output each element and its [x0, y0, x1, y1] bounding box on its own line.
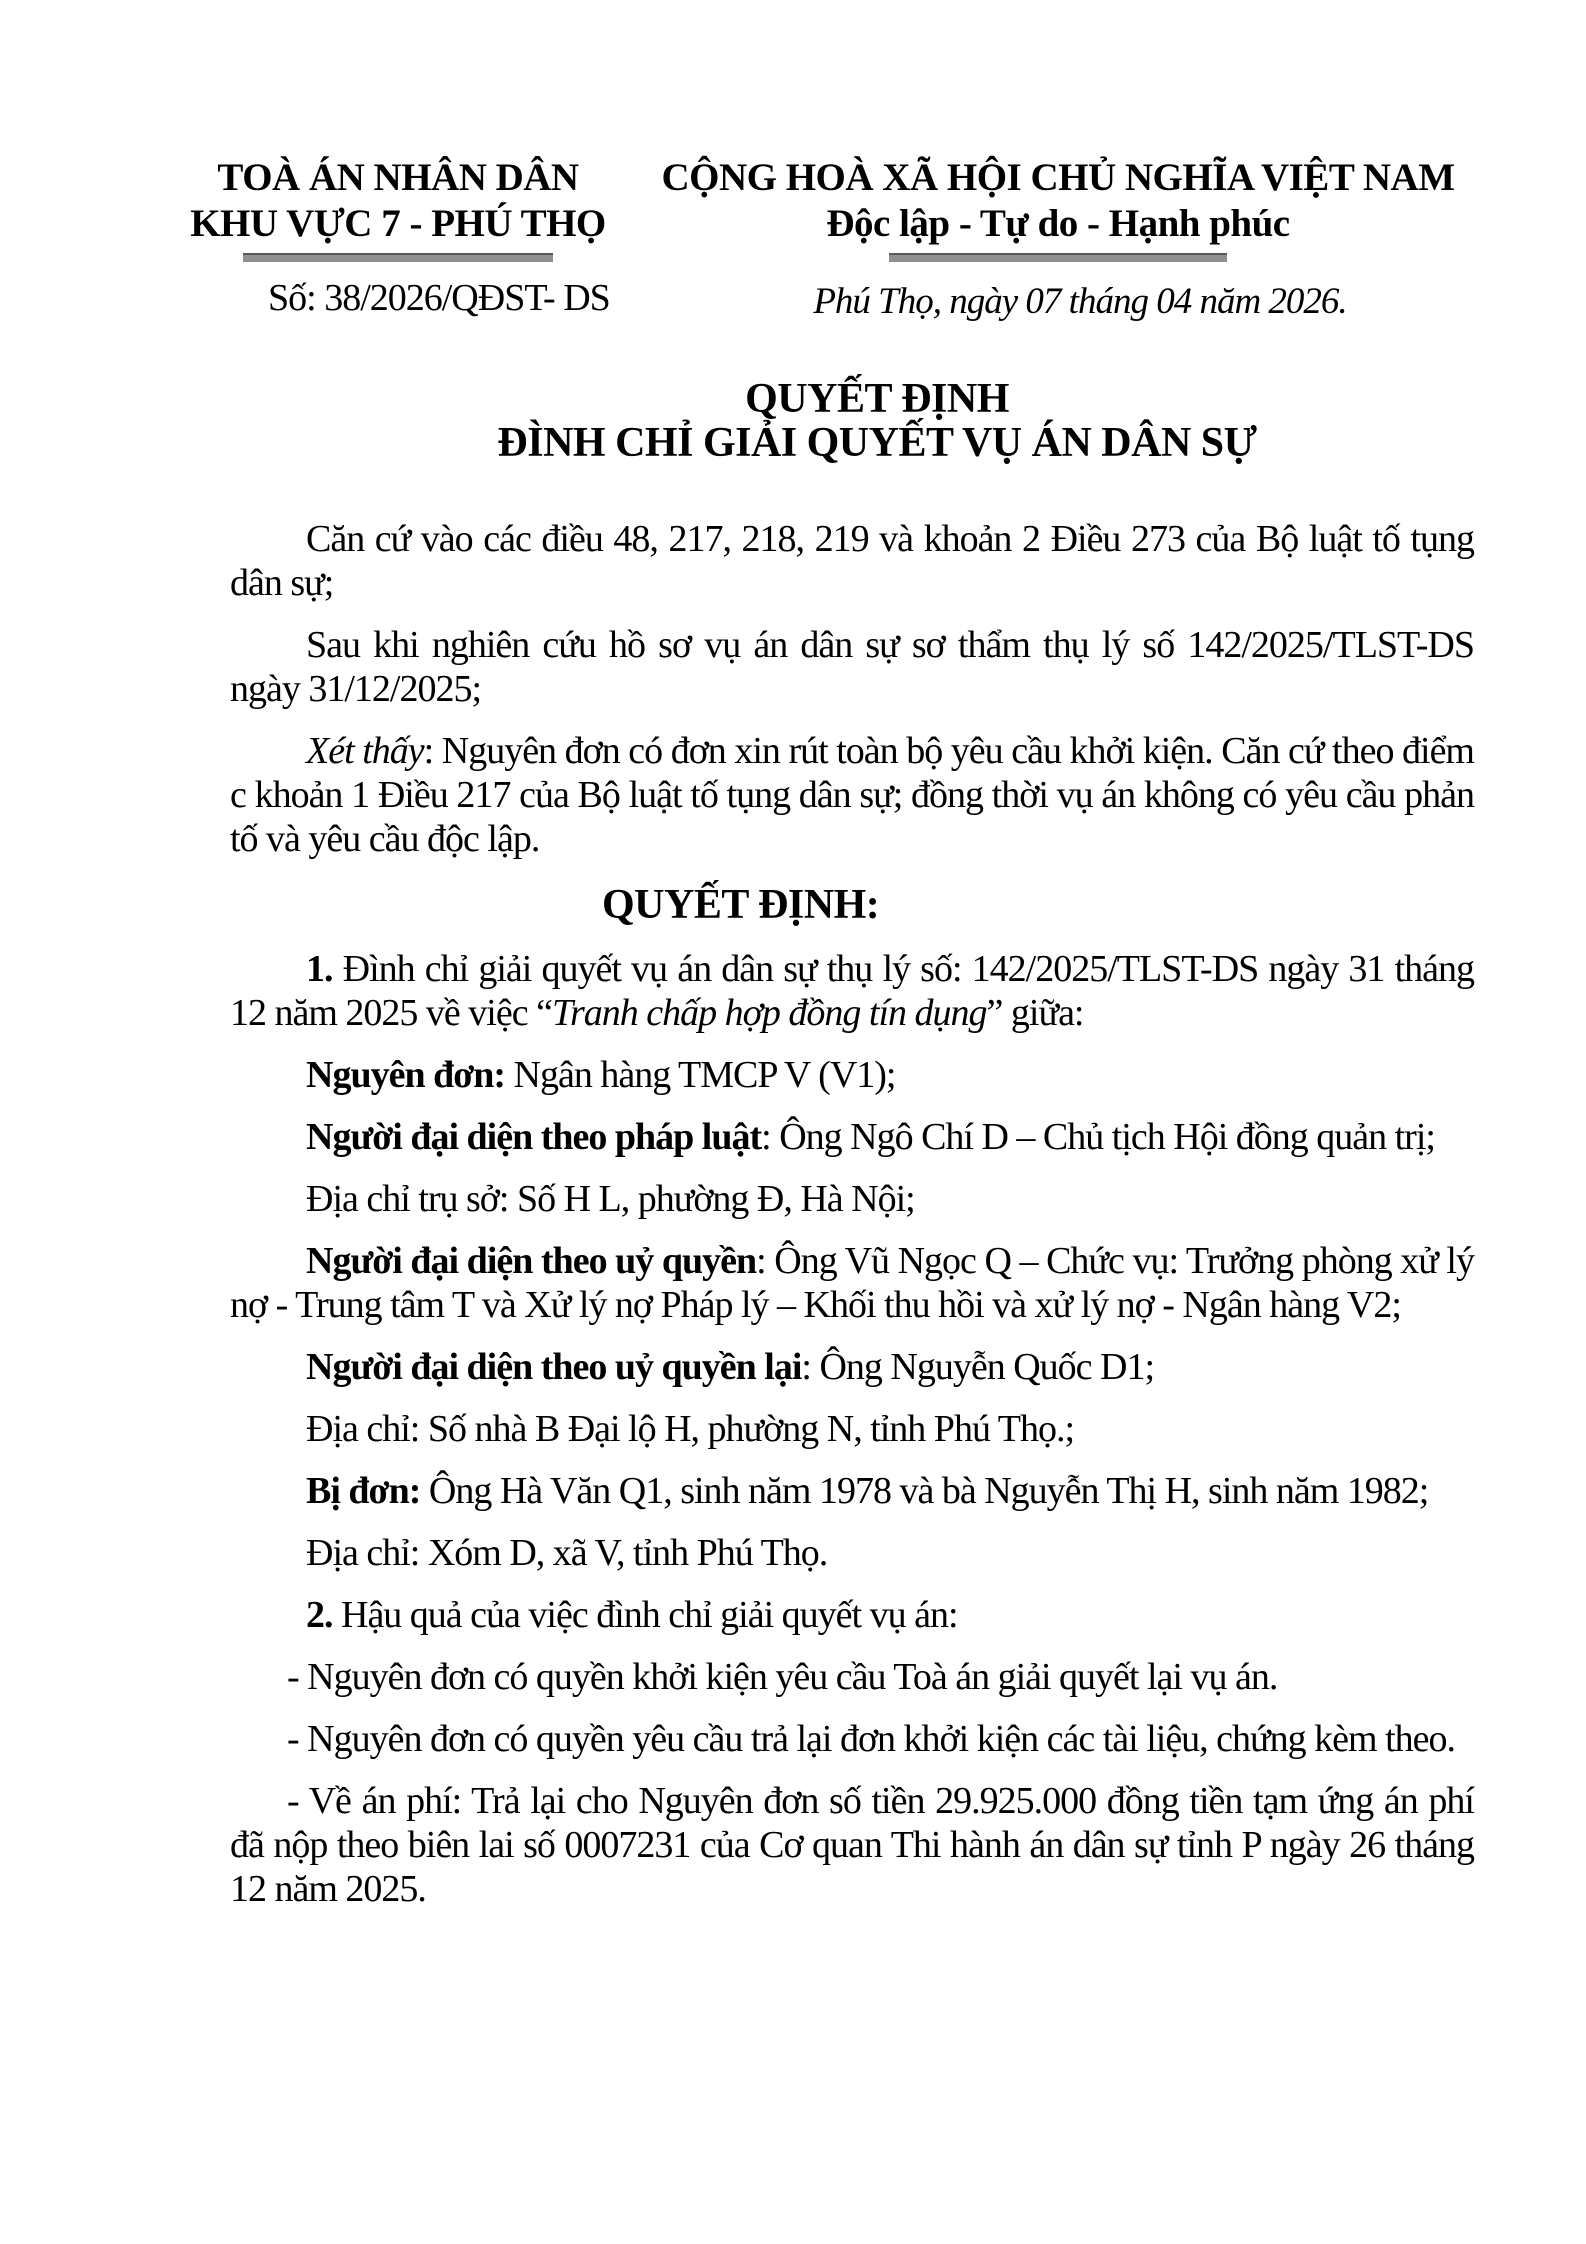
legal-representative-label: Người đại diện theo pháp luật	[306, 1116, 762, 1158]
court-name-line2: KHU VỰC 7 - PHÚ THỌ	[190, 202, 606, 245]
sub-authorized-representative-value: : Ông Nguyễn Quốc D1;	[801, 1346, 1155, 1388]
item2-text: Hậu quả của việc đình chỉ giải quyết vụ án:	[332, 1594, 958, 1636]
item2-number: 2.	[306, 1594, 333, 1636]
court-name-line1: TOÀ ÁN NHÂN DÂN	[217, 156, 579, 199]
place-and-date: Phú Thọ, ngày 07 tháng 04 năm 2026.	[813, 281, 1347, 322]
court-header-underline	[243, 253, 553, 262]
court-header	[178, 155, 618, 262]
sub-authorized-representative-row	[230, 1345, 1474, 1389]
item1-number: 1.	[306, 948, 333, 990]
legal-representative-row	[230, 1115, 1474, 1159]
case-number: Số: 38/2026/QĐST- DS	[268, 277, 610, 319]
authorized-representative-value: : Ông Vũ Ngọc Q – Chức vụ: Trưởng phòng xử lý nợ - Trung tâm T và Xử lý nợ Pháp lý – Khối thu hồi và xử lý nợ - Ngân hàng V2;	[230, 1240, 1474, 1326]
defendant-address-row: Địa chỉ: Xóm D, xã V, tỉnh Phú Thọ.	[306, 1532, 828, 1574]
case-name-italic: Tranh chấp hợp đồng tín dụng	[551, 992, 987, 1034]
preamble-paragraph-2: Sau khi nghiên cứu hồ sơ vụ án dân sự sơ thẩm thụ lý số 142/2025/TLST-DS ngày 31/12/2025;	[230, 624, 1474, 710]
xet-thay-lead: Xét thấy	[306, 730, 424, 772]
plaintiff-value: Ngân hàng TMCP V (V1);	[505, 1054, 896, 1096]
title-line2: ĐÌNH CHỈ GIẢI QUYẾT VỤ ÁN DÂN SỰ	[497, 420, 1257, 466]
document-title	[230, 377, 1524, 465]
item1-text-before: Đình chỉ giải quyết vụ án dân sự thụ lý số: 142/2025/TLST-DS ngày 31 tháng 12 năm 2025 về việc “	[230, 948, 1474, 1034]
decision-item-2	[230, 1593, 1474, 1637]
plaintiff-row	[230, 1053, 1474, 1097]
defendant-label: Bị đơn:	[306, 1470, 421, 1512]
national-motto-line1: CỘNG HOÀ XÃ HỘI CHỦ NGHĨA VIỆT NAM	[661, 156, 1455, 199]
sub-authorized-representative-label: Người đại diện theo uỷ quyền lại	[306, 1346, 802, 1388]
consequence-item-2: - Nguyên đơn có quyền yêu cầu trả lại đơn khởi kiện các tài liệu, chứng kèm theo.	[287, 1718, 1455, 1760]
plaintiff-label: Nguyên đơn:	[306, 1054, 506, 1096]
consequence-item-3: - Về án phí: Trả lại cho Nguyên đơn số tiền 29.925.000 đồng tiền tạm ứng án phí đã nộp theo biên lai số 0007231 của Cơ quan Thi hành án dân sự tỉnh P ngày 26 tháng 12 năm 2025.	[230, 1780, 1474, 1910]
decision-item-1	[230, 947, 1474, 1035]
title-line1: QUYẾT ĐỊNH	[745, 376, 1009, 422]
national-header-underline	[889, 253, 1227, 262]
authorized-representative-label: Người đại diện theo uỷ quyền	[306, 1240, 757, 1282]
decision-heading: QUYẾT ĐỊNH:	[602, 882, 880, 928]
sub-auth-address-row: Địa chỉ: Số nhà B Đại lộ H, phường N, tỉnh Phú Thọ.;	[306, 1408, 1075, 1450]
consequence-item-1: - Nguyên đơn có quyền khởi kiện yêu cầu Toà án giải quyết lại vụ án.	[287, 1656, 1278, 1698]
legal-representative-value: : Ông Ngô Chí D – Chủ tịch Hội đồng quản trị;	[761, 1116, 1435, 1158]
document-body	[230, 517, 1474, 1911]
national-header	[658, 155, 1458, 262]
item1-text-after: ” giữa:	[986, 992, 1084, 1034]
defendant-value: Ông Hà Văn Q1, sinh năm 1978 và bà Nguyễn Thị H, sinh năm 1982;	[420, 1470, 1429, 1512]
national-motto-line2: Độc lập - Tự do - Hạnh phúc	[826, 202, 1290, 245]
xet-thay-rest: : Nguyên đơn có đơn xin rút toàn bộ yêu cầu khởi kiện. Căn cứ theo điểm c khoản 1 Điều 217 của Bộ luật tố tụng dân sự; đồng thời vụ án không có yêu cầu phản tố và yêu cầu độc lập.	[230, 730, 1474, 860]
authorized-representative-row	[230, 1239, 1474, 1327]
hq-address-row: Địa chỉ trụ sở: Số H L, phường Đ, Hà Nội;	[306, 1178, 915, 1220]
preamble-paragraph-3	[230, 729, 1474, 861]
defendant-row	[230, 1469, 1474, 1513]
preamble-paragraph-1: Căn cứ vào các điều 48, 217, 218, 219 và khoản 2 Điều 273 của Bộ luật tố tụng dân sự;	[230, 518, 1474, 604]
